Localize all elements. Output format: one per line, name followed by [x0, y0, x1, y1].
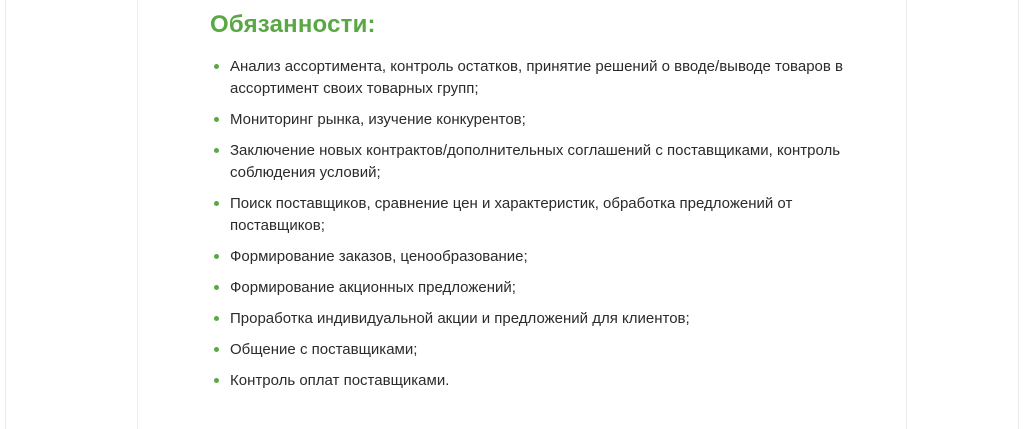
page-edge-left	[5, 0, 6, 429]
list-item	[210, 277, 850, 299]
bullet-icon	[214, 347, 219, 352]
bullet-icon	[214, 378, 219, 383]
duties-list	[210, 56, 850, 392]
content-card	[137, 0, 907, 429]
list-item-text: Формирование заказов, ценообразование;	[230, 248, 528, 265]
page-edge-right	[1018, 0, 1019, 429]
list-item-text: Заключение новых контрактов/дополнительных соглашений с поставщиками, контроль соблюдения условий;	[230, 142, 841, 181]
section-title: Обязанности:	[210, 11, 376, 38]
list-item	[210, 370, 850, 392]
bullet-icon	[214, 117, 219, 122]
list-item-text: Проработка индивидуальной акции и предложений для клиентов;	[230, 310, 690, 327]
list-item-text: Анализ ассортимента, контроль остатков, принятие решений о вводе/выводе товаров в ассортимент своих товарных групп;	[230, 58, 843, 97]
list-item-text: Формирование акционных предложений;	[230, 279, 516, 296]
list-item-text: Общение с поставщиками;	[230, 341, 418, 358]
list-item	[210, 193, 850, 237]
bullet-icon	[214, 254, 219, 259]
bullet-icon	[214, 64, 219, 69]
bullet-icon	[214, 285, 219, 290]
list-item-text: Контроль оплат поставщиками.	[230, 372, 450, 389]
list-item-text: Мониторинг рынка, изучение конкурентов;	[230, 111, 526, 128]
list-item	[210, 339, 850, 361]
bullet-icon	[214, 316, 219, 321]
list-item	[210, 246, 850, 268]
bullet-icon	[214, 201, 219, 206]
list-item	[210, 140, 850, 184]
responsibilities-section	[210, 10, 850, 401]
list-item	[210, 308, 850, 330]
list-item	[210, 109, 850, 131]
list-item	[210, 56, 850, 100]
list-item-text: Поиск поставщиков, сравнение цен и характеристик, обработка предложений от поставщиков;	[230, 195, 793, 234]
bullet-icon	[214, 148, 219, 153]
